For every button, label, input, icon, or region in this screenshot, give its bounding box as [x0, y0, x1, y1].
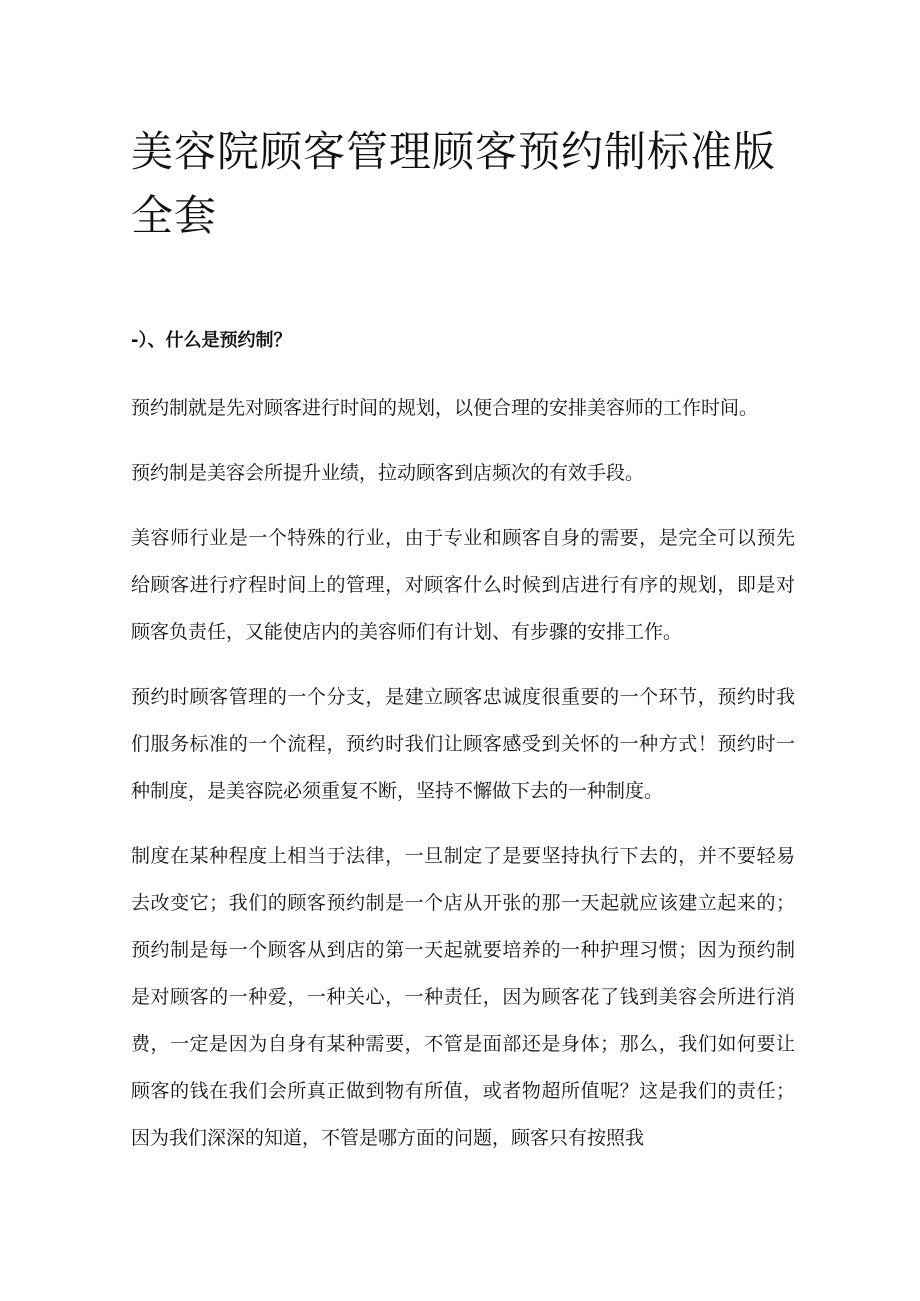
paragraph-industry: 美容师行业是一个特殊的行业，由于专业和顾客自身的需要，是完全可以预先给顾客进行疗程时间上的管理，对顾客什么时候到店进行有序的规划，即是对顾客负责任，又能使店内的美容师们有计划、有步骤的安排工作。 — [131, 527, 795, 643]
document-page — [131, 0, 795, 1162]
paragraph-customer-management: 预约时顾客管理的一个分支，是建立顾客忠诚度很重要的一个环节，预约时我们服务标准的一个流程，预约时我们让顾客感受到关怀的一种方式！预约时一种制度，是美容院必须重复不断，坚持不懈做下去的一种制度。 — [131, 686, 795, 802]
section-heading: -）、什么是预约制？ — [131, 330, 292, 351]
paragraph-system: 制度在某种程度上相当于法律，一旦制定了是要坚持执行下去的，并不要轻易去改变它；我们的顾客预约制是一个店从开张的那一天起就应该建立起来的；预约制是每一个顾客从到店的第一天起就要培养的一种护理习惯；因为预约制是对顾客的一种爱，一种关心，一种责任，因为顾客花了钱到美容会所进行消费，一定是因为自身有某种需要，不管是面部还是身体；那么，我们如何要让顾客的钱在我们会所真正做到物有所值，或者物超所值呢？这是我们的责任；因为我们深深的知道，不管是哪方面的问题，顾客只有按照我 — [131, 845, 795, 1149]
document-title: 美容院顾客管理顾客预约制标准版全套 — [131, 127, 777, 240]
paragraph-definition: 预约制就是先对顾客进行时间的规划，以便合理的安排美容师的工作时间。 — [131, 397, 759, 419]
paragraph-purpose: 预约制是美容会所提升业绩，拉动顾客到店频次的有效手段。 — [131, 462, 645, 484]
